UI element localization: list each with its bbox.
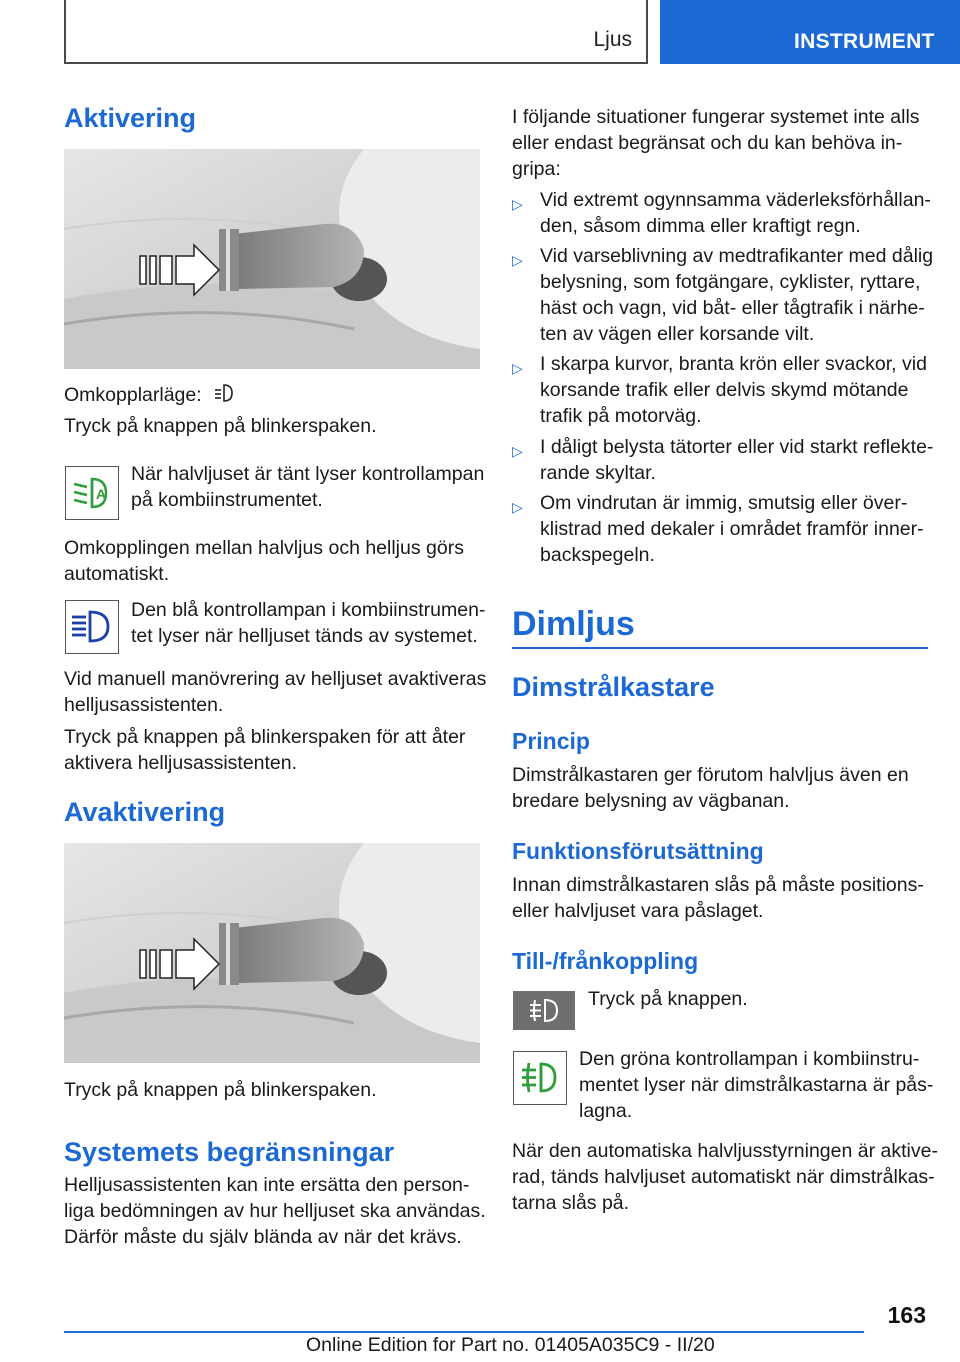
text-line: ten av vägen eller korsande vilt. [540,323,815,345]
section-tab [660,0,960,64]
heading-rule [512,647,928,649]
press-button-text: Tryck på knappen. [588,988,748,1010]
text-line: Helljusassistenten kan inte ersätta den person- [64,1174,470,1196]
footer-rule [64,1331,864,1333]
bullet-marker-icon: ▷ [512,443,523,459]
text-line: på kombiinstrumentet. [131,489,323,511]
text-line: När halvljuset är tänt lyser kontrollampan [131,463,485,485]
principle-text [512,762,909,814]
text-line: eller endast begränsat och du kan behöva in- [512,132,903,154]
manual-operation-text [64,666,486,718]
text-line: eller halvljuset vara påslaget. [512,900,764,922]
list-item-text [540,351,940,429]
green-fog-lamp-indicator-icon [513,1051,567,1105]
list-item-text [540,187,940,239]
text-line: tarna slås på. [512,1192,630,1214]
text-line: den, såsom dimma eller kraftigt regn. [540,215,861,237]
high-beam-assist-symbol-icon [213,382,235,404]
edition-footer: Online Edition for Part no. 01405A035C9 - II/20 [306,1334,715,1356]
activation-heading: Aktivering [64,103,197,133]
text-line: I dåligt belysta tätorter eller vid starkt reflekte- [540,436,934,458]
auto-headlight-text [512,1138,938,1216]
bullet-marker-icon: ▷ [512,252,523,268]
switch-position-label [64,382,235,408]
turn-signal-stalk-illustration-2 [64,843,480,1063]
text-line: Tryck på knappen på blinkerspaken för att åter [64,726,466,748]
press-stalk-text-2: Tryck på knappen på blinkerspaken. [64,1079,377,1101]
limits-text [64,1172,486,1250]
list-item [512,351,932,431]
text-line: Omkopplingen mellan halvljus och helljus görs [64,537,464,559]
low-beam-indicator-text [131,461,484,513]
text-line: trafik på motorväg. [540,405,702,427]
text-line: Den blå kontrollampan i kombiinstrumen- [131,599,486,621]
press-stalk-text: Tryck på knappen på blinkerspaken. [64,415,377,437]
text-line: När den automatiska halvljusstyrningen är aktive- [512,1140,938,1162]
bullet-marker-icon: ▷ [512,196,523,212]
text-line: backspegeln. [540,544,655,566]
text-line: klistrad med dekaler i området framför inner- [540,518,924,540]
chapter-title: Ljus [593,28,632,51]
list-item [512,434,932,488]
list-item [512,490,932,570]
text-line: I skarpa kurvor, branta krön eller svackor, vid [540,353,927,375]
automatic-switching-text [64,535,464,587]
text-line: lagna. [579,1100,633,1122]
text-line: Vid manuell manövrering av helljuset avaktiveras [64,668,487,690]
list-item-text [540,490,940,568]
text-line: helljusassistenten. [64,694,224,716]
text-line: rad, tänds halvljuset automatiskt när dimstrålkas- [512,1166,935,1188]
reactivate-text [64,724,465,776]
deactivation-heading: Avaktivering [64,797,226,827]
list-item-text [540,243,940,347]
switch-position-text: Omkopplarläge: [64,384,202,406]
turn-signal-stalk-illustration [64,149,480,369]
toggle-heading: Till-/frånkoppling [512,948,699,974]
text-line: rande skyltar. [540,462,656,484]
situations-intro [512,104,920,182]
text-line: liga bedömningen av hur helljuset ska användas. [64,1200,486,1222]
text-line: Den gröna kontrollampan i kombiinstru- [579,1048,920,1070]
fog-lamps-subheading: Dimstrålkastare [512,672,715,702]
text-line: Vid varseblivning av medtrafikanter med dålig [540,245,934,267]
text-line: mentet lyser när dimstrålkastarna är pås- [579,1074,934,1096]
list-item-text [540,434,940,486]
bullet-marker-icon: ▷ [512,499,523,515]
text-line: Vid extremt ogynnsamma väderleksförhållan- [540,189,931,211]
fog-lamp-button-icon [513,991,575,1030]
green-low-beam-indicator-icon [65,466,119,520]
text-line: gripa: [512,158,561,180]
principle-heading: Princip [512,728,590,754]
text-line: korsande trafik eller delvis skymd mötande [540,379,909,401]
fog-lights-heading: Dimljus [512,605,635,643]
text-line: Därför måste du själv blända av när det krävs. [64,1226,462,1248]
text-line: bredare belysning av vägbanan. [512,790,790,812]
text-line: aktivera helljusassistenten. [64,752,298,774]
list-item [512,187,932,241]
svg-text:A: A [96,486,107,502]
text-line: Innan dimstrålkastaren slås på måste positions- [512,874,924,896]
page-number: 163 [887,1302,926,1328]
high-beam-indicator-text [131,597,485,649]
text-line: belysning, som fotgängare, cyklister, ryttare, [540,271,921,293]
text-line: tet lyser när helljuset tänds av systemet. [131,625,478,647]
prerequisite-heading: Funktionsförutsättning [512,838,764,864]
text-line: Dimstrålkastaren ger förutom halvljus även en [512,764,909,786]
header-chapter-box [64,0,648,64]
fog-indicator-text [579,1046,933,1124]
prerequisite-text [512,872,924,924]
bullet-marker-icon: ▷ [512,360,523,376]
text-line: Om vindrutan är immig, smutsig eller över- [540,492,908,514]
text-line: I följande situationer fungerar systemet inte alls [512,106,920,128]
section-title: INSTRUMENT [794,30,935,53]
text-line: automatiskt. [64,563,170,585]
list-item [512,243,932,349]
limits-heading: Systemets begränsningar [64,1137,395,1167]
blue-high-beam-indicator-icon [65,600,119,654]
text-line: häst och vagn, vid båt- eller tågtrafik i närhe- [540,297,925,319]
